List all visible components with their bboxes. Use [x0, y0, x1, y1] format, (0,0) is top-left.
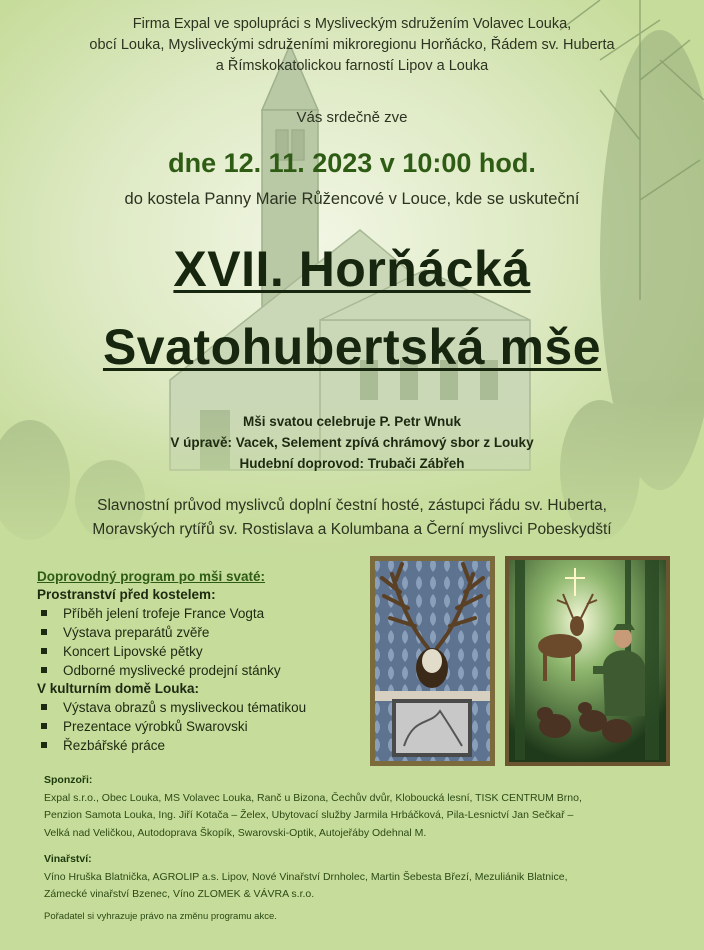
deer-trophy-photo — [370, 556, 495, 766]
bullet-icon — [41, 648, 47, 654]
celebration-line: Hudební doprovod: Trubači Zábřeh — [239, 456, 465, 471]
organizers-intro — [0, 14, 704, 77]
bullet-icon — [41, 667, 47, 673]
intro-line: Firma Expal ve spolupráci s Mysliveckým sdružením Volavec Louka, — [132, 16, 572, 32]
title-text: XVII. Horňácká — [173, 241, 531, 297]
celebration-details — [0, 411, 704, 474]
program-section-title: Prostranství před kostelem: — [37, 587, 216, 602]
list-item — [39, 717, 367, 736]
sponsors-heading: Sponzoři: — [44, 774, 93, 786]
sponsors-line: Velká nad Veličkou, Autodoprava Škopík, Swarovski-Optik, Autojeřáby Odehnal M. — [44, 826, 427, 839]
list-item-text: Řezbářské práce — [63, 738, 166, 753]
list-item — [39, 642, 367, 661]
bullet-icon — [41, 704, 47, 710]
organizer-note: Pořadatel si vyhrazuje právo na změnu programu akce. — [44, 911, 277, 922]
list-item — [39, 736, 367, 755]
list-item — [39, 698, 367, 717]
celebration-line: V úpravě: Vacek, Selement zpívá chrámový sbor z Louky — [170, 435, 534, 450]
event-title-line1 — [0, 240, 704, 298]
sponsors-line: Expal s.r.o., Obec Louka, MS Volavec Louka, Ranč u Bizona, Čechův dvůr, Kloboucká lesní, TISK CENTRUM Brno, — [44, 791, 582, 804]
celebration-line: Mši svatou celebruje P. Petr Wnuk — [242, 414, 462, 429]
list-item — [39, 623, 367, 642]
program-section-title: V kulturním domě Louka: — [37, 681, 200, 696]
procession-line: Moravských rytířů sv. Rostislava a Kolumbana a Černí myslivci Pobeskydští — [92, 521, 612, 538]
invite-text: Vás srdečně zve — [296, 109, 408, 126]
event-venue: do kostela Panny Marie Růžencové v Louce, kde se uskuteční — [124, 190, 580, 208]
bullet-icon — [41, 629, 47, 635]
list-item — [39, 661, 367, 680]
title-text: Svatohubertská mše — [102, 319, 602, 375]
wineries-heading: Vinařství: — [44, 853, 92, 865]
procession-line: Slavnostní průvod myslivců doplní čestní hosté, zástupci řádu sv. Huberta, — [97, 497, 607, 514]
sponsors-line: Penzion Samota Louka, Ing. Jiří Kotača – Želex, Ubytovací služby Jarmila Hrbáčková, Pila-Lesnictví Jan Sečkař – — [44, 809, 574, 821]
procession-text — [0, 494, 704, 542]
intro-line: obcí Louka, Mysliveckými sdruženími mikroregionu Horňácko, Řádem sv. Huberta — [89, 37, 615, 53]
list-item — [39, 604, 367, 623]
sponsors-section — [44, 772, 674, 842]
wineries-section — [44, 851, 674, 904]
wineries-line: Víno Hruška Blatnička, AGROLIP a.s. Lipov, Nové Vinařství Drnholec, Martin Šebesta Březí, Mezuliánik Blatnice, — [44, 870, 568, 883]
list-item-text: Výstava obrazů s mysliveckou tématikou — [63, 700, 307, 715]
intro-line: a Římskokatolickou farností Lipov a Louka — [215, 58, 489, 74]
list-item-text: Odborné myslivecké prodejní stánky — [63, 663, 281, 678]
bullet-icon — [41, 742, 47, 748]
event-date: dne 12. 11. 2023 v 10:00 hod. — [168, 148, 536, 178]
bullet-icon — [41, 610, 47, 616]
bullet-icon — [41, 723, 47, 729]
list-item-text: Prezentace výrobků Swarovski — [63, 719, 248, 734]
program-section-list — [37, 698, 367, 755]
list-item-text: Příběh jelení trofeje France Vogta — [63, 606, 265, 621]
program-section-list — [37, 604, 367, 680]
list-item-text: Výstava preparátů zvěře — [63, 625, 210, 640]
program-list — [37, 568, 367, 755]
st-hubert-painting-photo — [505, 556, 670, 766]
wineries-line: Zámecké vinařství Bzenec, Víno ZLOMEK & VÁVRA s.r.o. — [44, 888, 315, 900]
list-item-text: Koncert Lipovské pětky — [63, 644, 203, 659]
program-heading: Doprovodný program po mši svaté: — [37, 569, 266, 584]
event-title-line2 — [0, 318, 704, 376]
